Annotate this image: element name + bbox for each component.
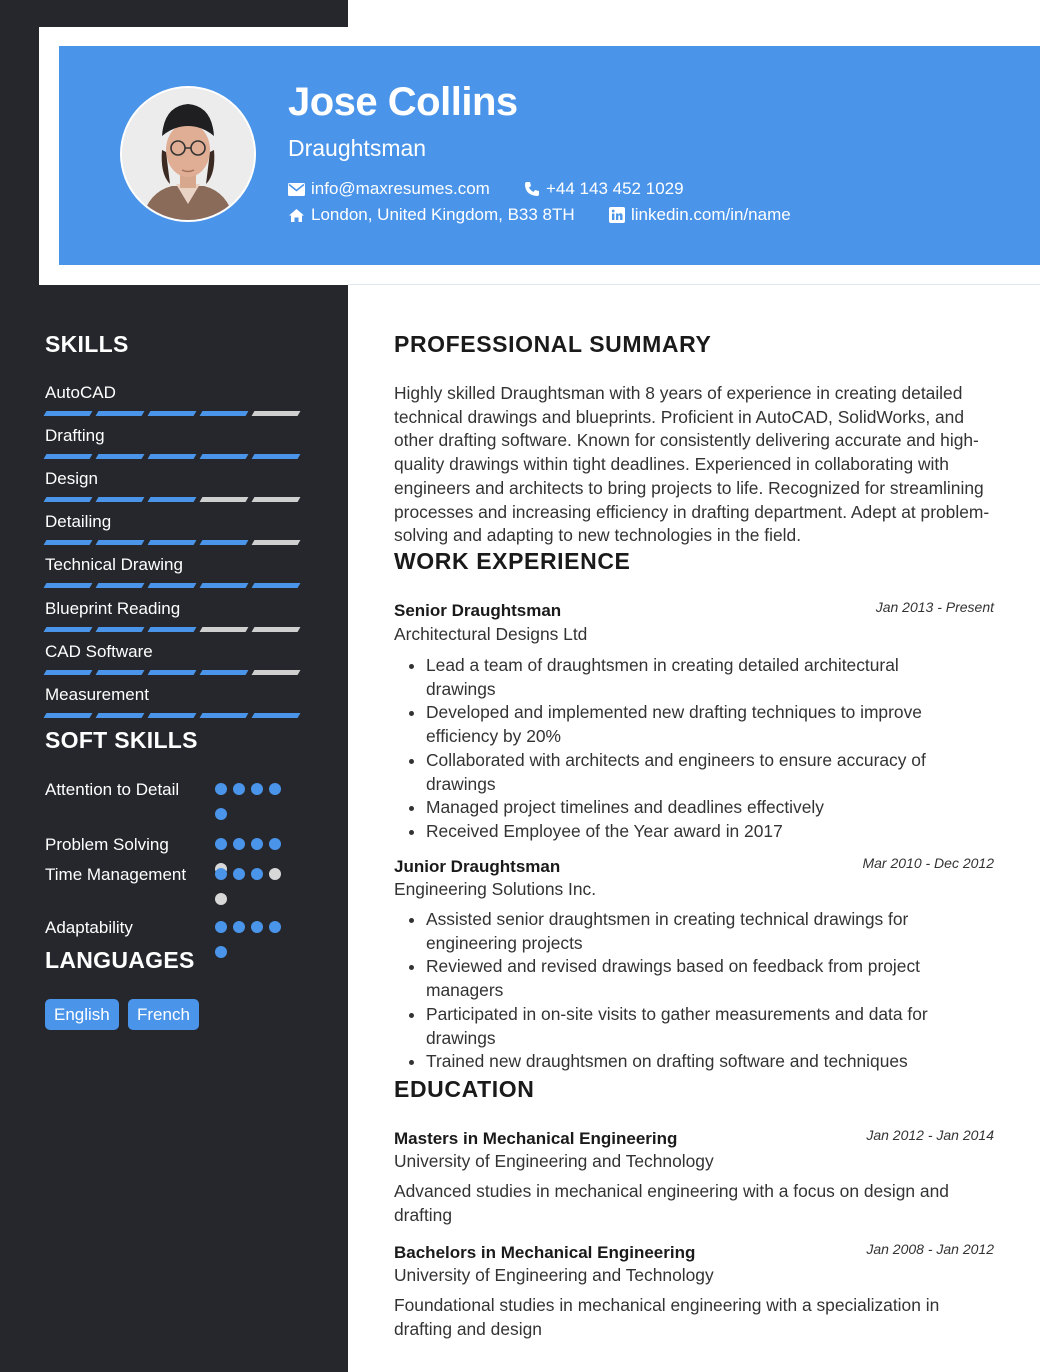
list-item: • Trained new draughtsmen on drafting software and techniques: [426, 1050, 994, 1074]
languages-heading: LANGUAGES: [45, 947, 195, 973]
rating-dot: [251, 868, 263, 880]
rating-dot: [269, 783, 281, 795]
skill-item: [45, 469, 305, 502]
rating-segment: [44, 540, 93, 545]
header-divider: [348, 284, 1040, 285]
rating-segment: [44, 583, 93, 588]
address-contact: [288, 205, 575, 225]
language-badge-english: English: [45, 999, 119, 1030]
job-title: Junior Draughtsman: [394, 857, 561, 876]
soft-skill-rating: [215, 783, 281, 795]
linkedin-contact[interactable]: [609, 205, 791, 225]
rating-dot: [251, 838, 263, 850]
rating-segment: [148, 454, 197, 459]
job-date: Mar 2010 - Dec 2012: [862, 855, 994, 871]
list-item: • Assisted senior draughtsmen in creating technical drawings for engineering projects: [426, 908, 994, 955]
rating-segment: [148, 497, 197, 502]
rating-dot: [269, 868, 281, 880]
degree-title: Bachelors in Mechanical Engineering: [394, 1243, 696, 1262]
home-icon: [288, 208, 305, 223]
rating-dot: [215, 808, 227, 820]
rating-dot: [215, 893, 227, 905]
rating-segment: [200, 583, 249, 588]
degree-description: Advanced studies in mechanical engineering with a focus on design and drafting: [394, 1181, 949, 1225]
soft-skill-rating: [215, 921, 281, 933]
rating-segment: [148, 540, 197, 545]
rating-segment: [44, 670, 93, 675]
email-contact[interactable]: [288, 179, 490, 199]
school-name: University of Engineering and Technology: [394, 1265, 714, 1285]
job-company: Engineering Solutions Inc.: [394, 879, 597, 899]
rating-dot: [215, 868, 227, 880]
rating-segment: [96, 713, 145, 718]
rating-segment: [96, 583, 145, 588]
skill-rating: [45, 454, 305, 459]
rating-dot: [233, 783, 245, 795]
degree-date: Jan 2008 - Jan 2012: [866, 1241, 994, 1257]
skill-rating: [45, 713, 305, 718]
rating-dot: [251, 783, 263, 795]
skill-item: [45, 599, 305, 632]
soft-skill-rating: [215, 868, 281, 880]
avatar: [120, 86, 256, 222]
degree-date: Jan 2012 - Jan 2014: [866, 1127, 994, 1143]
soft-skill-name: Adaptability: [45, 918, 133, 937]
skill-item: [45, 555, 305, 588]
job-bullets: [394, 908, 994, 1074]
rating-segment: [44, 411, 93, 416]
rating-segment: [44, 713, 93, 718]
skill-item: [45, 685, 305, 718]
skill-name: Technical Drawing: [45, 555, 183, 574]
job-date: Jan 2013 - Present: [875, 599, 994, 615]
phone-text: +44 143 452 1029: [546, 179, 684, 198]
rating-segment: [96, 670, 145, 675]
soft-skill-name: Attention to Detail: [45, 780, 180, 799]
rating-segment: [148, 411, 197, 416]
rating-dot: [251, 921, 263, 933]
rating-dot: [269, 921, 281, 933]
skill-item: [45, 426, 305, 459]
rating-segment: [96, 540, 145, 545]
candidate-title: Draughtsman: [288, 135, 427, 161]
phone-icon: [524, 181, 540, 197]
rating-segment: [148, 627, 197, 632]
job-company: Architectural Designs Ltd: [394, 624, 588, 644]
envelope-icon: [288, 183, 305, 196]
rating-segment: [96, 627, 145, 632]
rating-segment: [252, 713, 301, 718]
rating-segment: [252, 540, 301, 545]
work-heading: WORK EXPERIENCE: [394, 548, 631, 574]
list-item: • Managed project timelines and deadlines effectively: [426, 796, 994, 820]
rating-segment: [96, 411, 145, 416]
rating-segment: [200, 454, 249, 459]
skill-name: Design: [45, 469, 98, 488]
soft-skill-name: Time Management: [45, 865, 187, 884]
linkedin-text: linkedin.com/in/name: [631, 205, 791, 224]
rating-segment: [44, 627, 93, 632]
skill-name: Measurement: [45, 685, 149, 704]
rating-segment: [148, 583, 197, 588]
rating-segment: [200, 627, 249, 632]
list-item: • Developed and implemented new drafting techniques to improve efficiency by 20%: [426, 701, 994, 748]
rating-segment: [252, 497, 301, 502]
rating-segment: [44, 497, 93, 502]
skill-name: AutoCAD: [45, 383, 116, 402]
rating-dot: [215, 838, 227, 850]
rating-segment: [200, 411, 249, 416]
skill-rating: [45, 411, 305, 416]
skill-rating: [45, 670, 305, 675]
rating-segment: [44, 454, 93, 459]
rating-segment: [252, 411, 301, 416]
summary-text: Highly skilled Draughtsman with 8 years of experience in creating detailed technical drawings and blueprints. Proficient in AutoCAD, SolidWorks, and other drafting software. Known for consistently delivering accurate and high-quality drawings within tight deadlines. Experienced in collaborating with engineers and architects to bring projects to life. Recognized for streamlining processes and increasing efficiency in drafting department. Adept at problem-solving and adapting to new technologies in the field.: [394, 383, 990, 546]
rating-dot: [215, 783, 227, 795]
rating-segment: [148, 670, 197, 675]
rating-segment: [148, 713, 197, 718]
rating-segment: [252, 454, 301, 459]
skill-item: [45, 512, 305, 545]
job-bullets: [394, 654, 994, 844]
skill-rating: [45, 497, 305, 502]
rating-dot: [215, 946, 227, 958]
rating-segment: [96, 454, 145, 459]
phone-contact[interactable]: [524, 179, 684, 199]
skill-rating: [45, 627, 305, 632]
rating-segment: [252, 670, 301, 675]
rating-segment: [200, 713, 249, 718]
skill-name: Drafting: [45, 426, 105, 445]
list-item: • Received Employee of the Year award in 2017: [426, 820, 994, 844]
degree-description: Foundational studies in mechanical engineering with a specialization in drafting and design: [394, 1295, 940, 1339]
skills-heading: SKILLS: [45, 331, 129, 357]
soft-skill-name: Problem Solving: [45, 835, 169, 854]
skill-name: Detailing: [45, 512, 112, 531]
rating-segment: [200, 540, 249, 545]
skill-rating: [45, 583, 305, 588]
rating-segment: [252, 627, 301, 632]
candidate-name: Jose Collins: [288, 80, 518, 124]
email-text: info@maxresumes.com: [311, 179, 490, 198]
linkedin-icon: [609, 207, 625, 223]
rating-segment: [200, 497, 249, 502]
education-heading: EDUCATION: [394, 1076, 535, 1102]
school-name: University of Engineering and Technology: [394, 1151, 714, 1171]
rating-dot: [269, 838, 281, 850]
rating-dot: [233, 838, 245, 850]
rating-dot: [215, 921, 227, 933]
skill-item: [45, 642, 305, 675]
skill-name: CAD Software: [45, 642, 153, 661]
rating-segment: [252, 583, 301, 588]
list-item: • Collaborated with architects and engineers to ensure accuracy of drawings: [426, 749, 994, 796]
rating-segment: [200, 670, 249, 675]
summary-heading: PROFESSIONAL SUMMARY: [394, 331, 712, 357]
soft-skill-rating: [215, 838, 281, 850]
skill-item: [45, 383, 305, 416]
rating-dot: [233, 921, 245, 933]
skill-name: Blueprint Reading: [45, 599, 181, 618]
rating-segment: [96, 497, 145, 502]
address-text: London, United Kingdom, B33 8TH: [311, 205, 575, 224]
skill-rating: [45, 540, 305, 545]
list-item: • Reviewed and revised drawings based on feedback from project managers: [426, 955, 994, 1002]
language-badge-french: French: [128, 999, 199, 1030]
list-item: • Participated in on-site visits to gather measurements and data for drawings: [426, 1003, 994, 1050]
soft-skills-heading: SOFT SKILLS: [45, 727, 198, 753]
job-title: Senior Draughtsman: [394, 601, 562, 620]
degree-title: Masters in Mechanical Engineering: [394, 1129, 678, 1148]
list-item: • Lead a team of draughtsmen in creating detailed architectural drawings: [426, 654, 994, 701]
rating-dot: [233, 868, 245, 880]
